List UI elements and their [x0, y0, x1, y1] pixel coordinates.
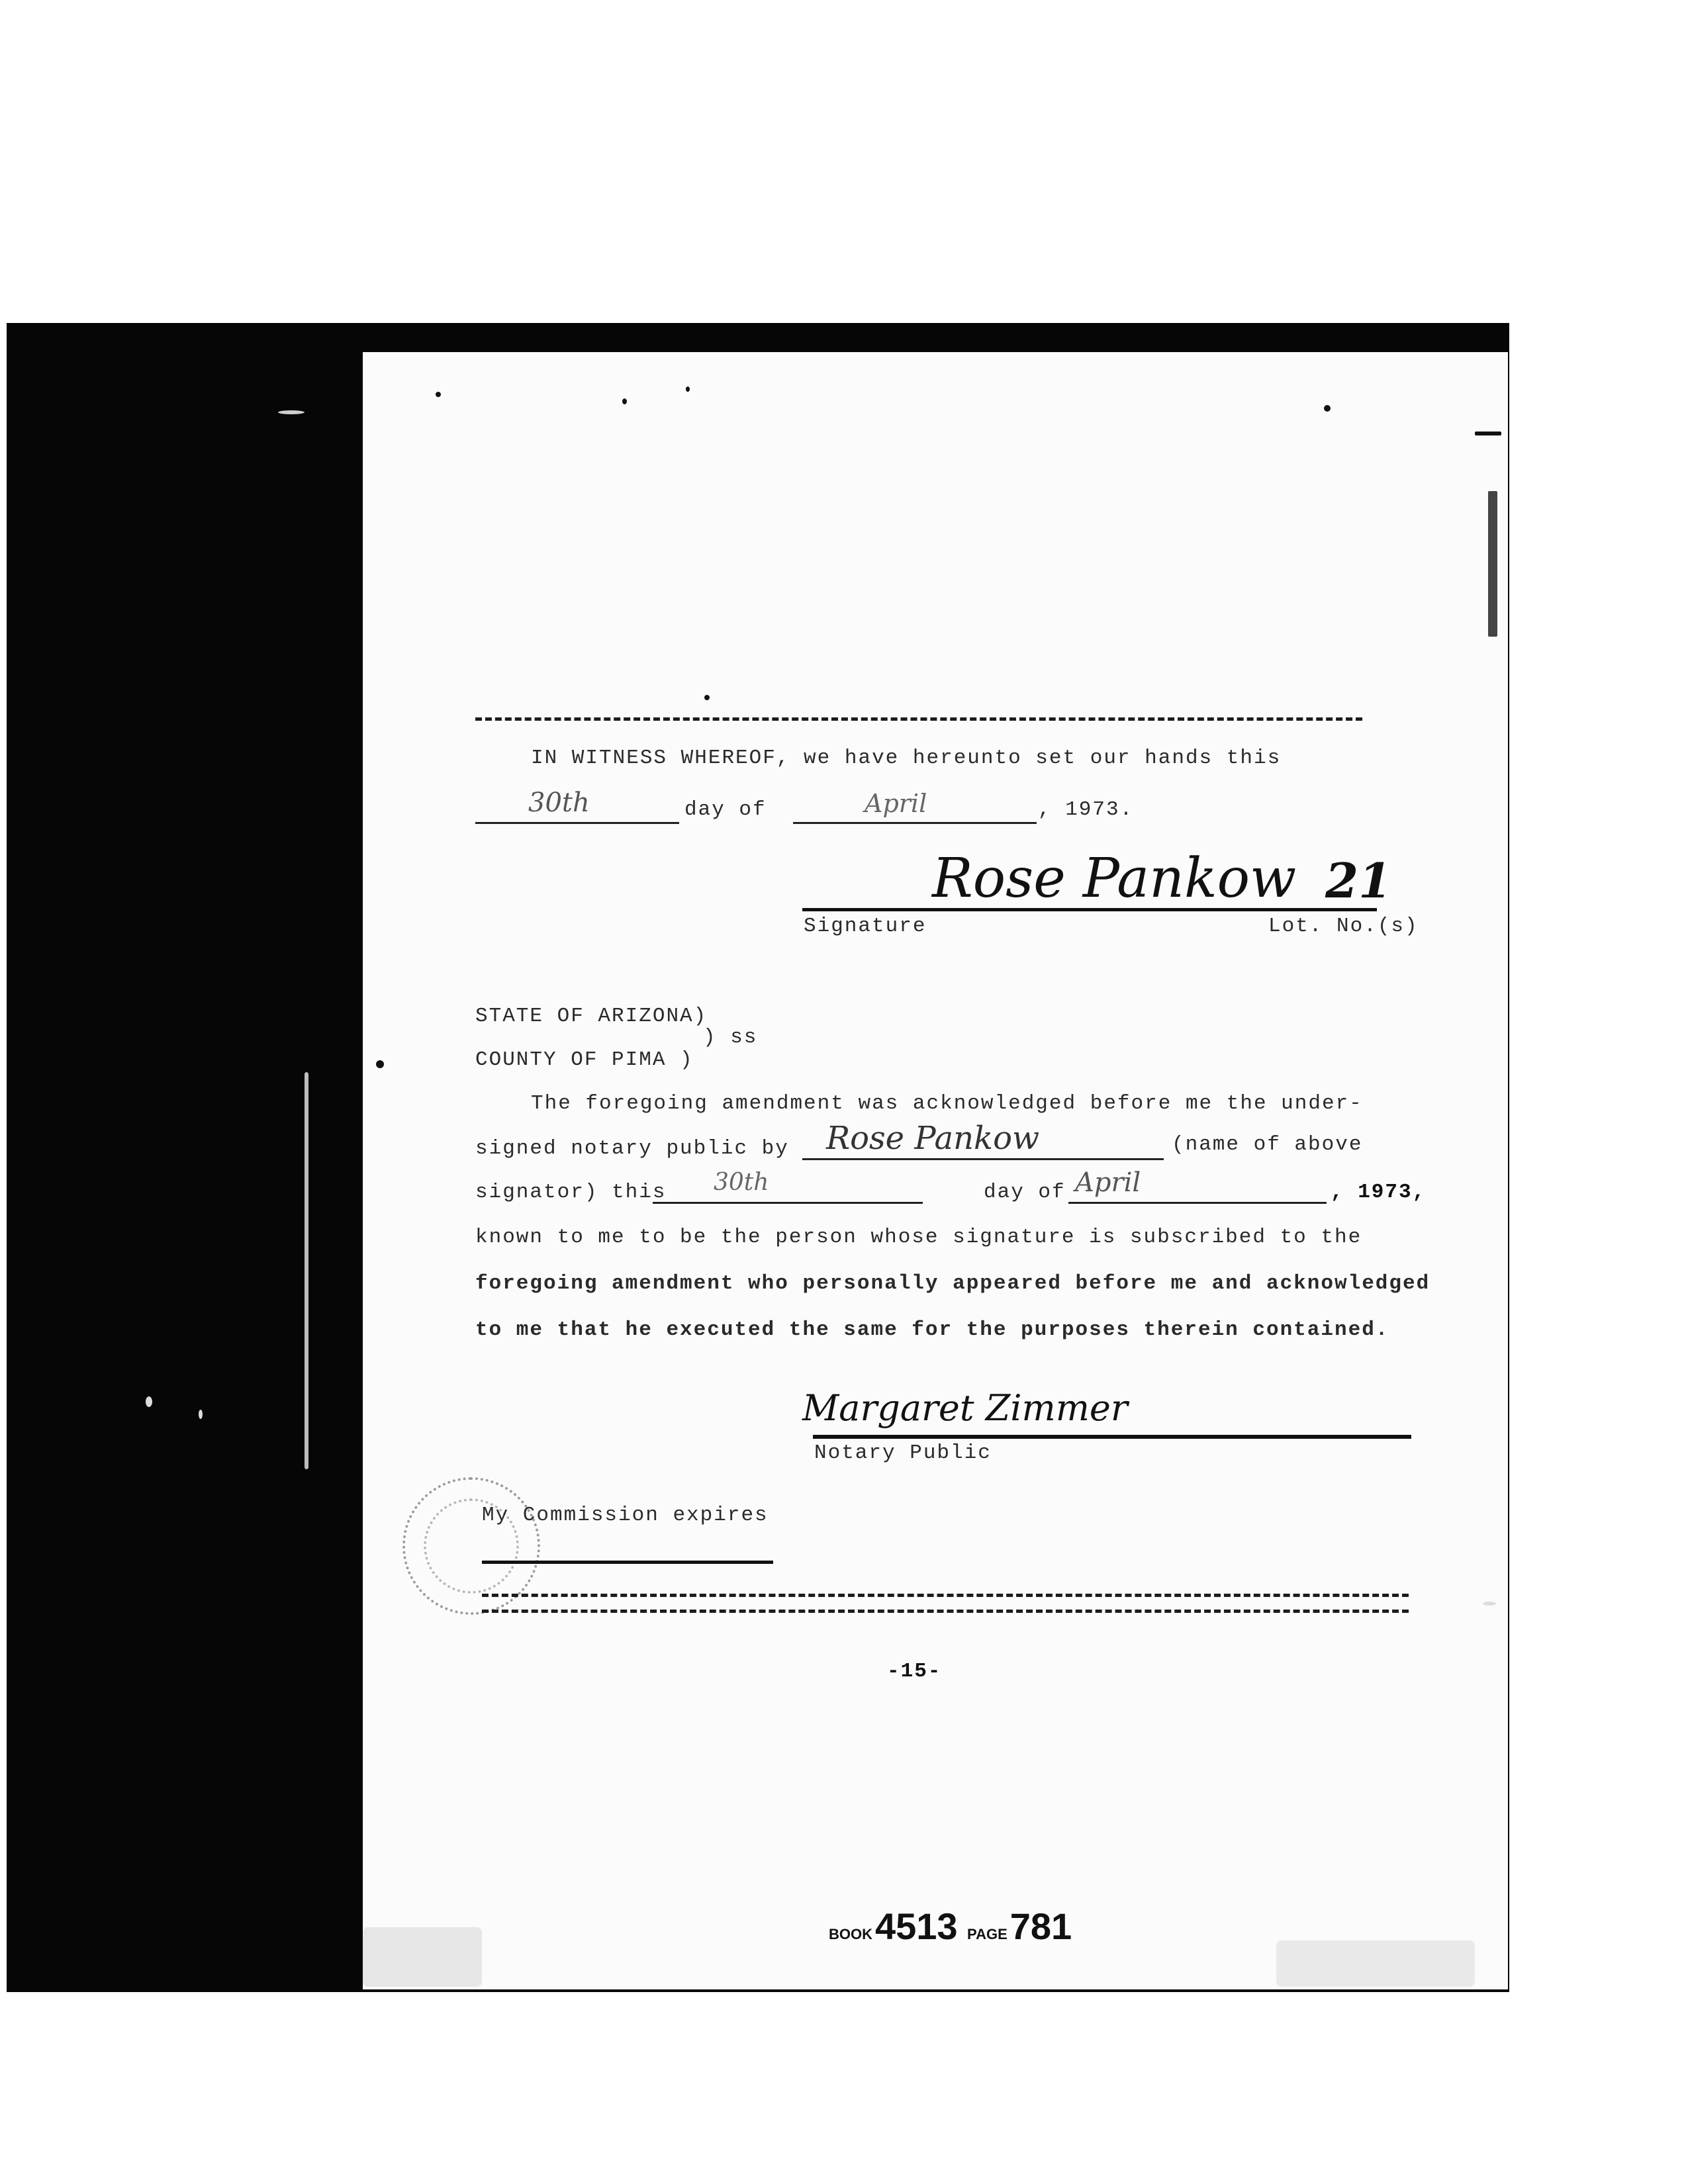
owner-signature: Rose Pankow [932, 847, 1297, 910]
notary-label: Notary Public [814, 1441, 992, 1465]
witness-year: , 1973. [1038, 798, 1134, 821]
witness-text: IN WITNESS WHEREOF, we have hereunto set our hands this [531, 747, 1282, 770]
venue-county: COUNTY OF PIMA ) [475, 1048, 694, 1071]
ack-line-2-prefix: signed notary public by [475, 1137, 789, 1160]
top-dashed-rule [475, 717, 1362, 721]
scan-speck [622, 398, 627, 404]
witness-day-line [475, 822, 679, 824]
ack-month-line [1068, 1202, 1327, 1204]
lot-number-value: 21 [1325, 852, 1392, 909]
notary-signature: Margaret Zimmer [802, 1387, 1128, 1429]
scan-speck [436, 392, 441, 397]
scan-speck [1324, 405, 1331, 412]
commission-date-line [482, 1561, 773, 1564]
page-number: -15- [887, 1660, 942, 1683]
frame-scratch [305, 1072, 308, 1469]
ack-name-line [802, 1158, 1164, 1160]
ack-line-1: The foregoing amendment was acknowledged before me the under- [531, 1092, 1363, 1115]
scan-noise [363, 1927, 482, 1987]
scan-speck [704, 695, 710, 700]
recorded-page-number: 781 [1009, 1905, 1072, 1947]
witness-month-value: April [865, 789, 927, 818]
ack-day-value: 30th [714, 1169, 769, 1196]
bottom-dashed-rule-1 [482, 1594, 1409, 1597]
ack-day-line [653, 1202, 923, 1204]
scan-noise [1276, 1940, 1475, 1987]
venue-ss: ) ss [703, 1026, 758, 1049]
frame-scratch [1483, 1602, 1496, 1606]
commission-label: My Commission expires [482, 1504, 769, 1527]
lot-number-label: Lot. No.(s) [1268, 915, 1419, 938]
frame-scratch [146, 1396, 152, 1407]
ack-line-6: to me that he executed the same for the purposes therein contained. [475, 1318, 1389, 1342]
ack-month-value: April [1075, 1167, 1141, 1198]
notary-signature-line [813, 1435, 1411, 1439]
witness-day-value: 30th [528, 788, 590, 818]
scan-speck [1475, 432, 1501, 435]
ack-line-3-year: , 1973, [1331, 1181, 1427, 1204]
book-page-stamp [829, 1905, 1072, 1948]
witness-month-line [793, 822, 1037, 824]
page-word: PAGE [967, 1926, 1008, 1942]
book-word: BOOK [829, 1926, 872, 1942]
ack-line-3-prefix: signator) this [475, 1181, 667, 1204]
book-number: 4513 [875, 1905, 958, 1947]
venue-state: STATE OF ARIZONA) [475, 1005, 708, 1028]
scan-speck [1488, 491, 1497, 637]
ack-line-5: foregoing amendment who personally appeared before me and acknowledged [475, 1272, 1430, 1295]
ack-name-value: Rose Pankow [826, 1120, 1040, 1157]
bottom-dashed-rule-2 [482, 1610, 1409, 1613]
ack-line-3-dayof: day of [984, 1181, 1066, 1204]
signature-line [802, 908, 1377, 911]
document-page [363, 352, 1508, 1989]
signature-label: Signature [804, 915, 927, 938]
ack-line-2-suffix: (name of above [1172, 1133, 1363, 1156]
frame-scratch [278, 410, 305, 414]
scan-speck [686, 387, 690, 392]
witness-day-of: day of [684, 798, 767, 821]
ack-line-4: known to me to be the person whose signature is subscribed to the [475, 1226, 1362, 1249]
frame-scratch [199, 1410, 203, 1419]
page-edge-mark [376, 1060, 384, 1068]
